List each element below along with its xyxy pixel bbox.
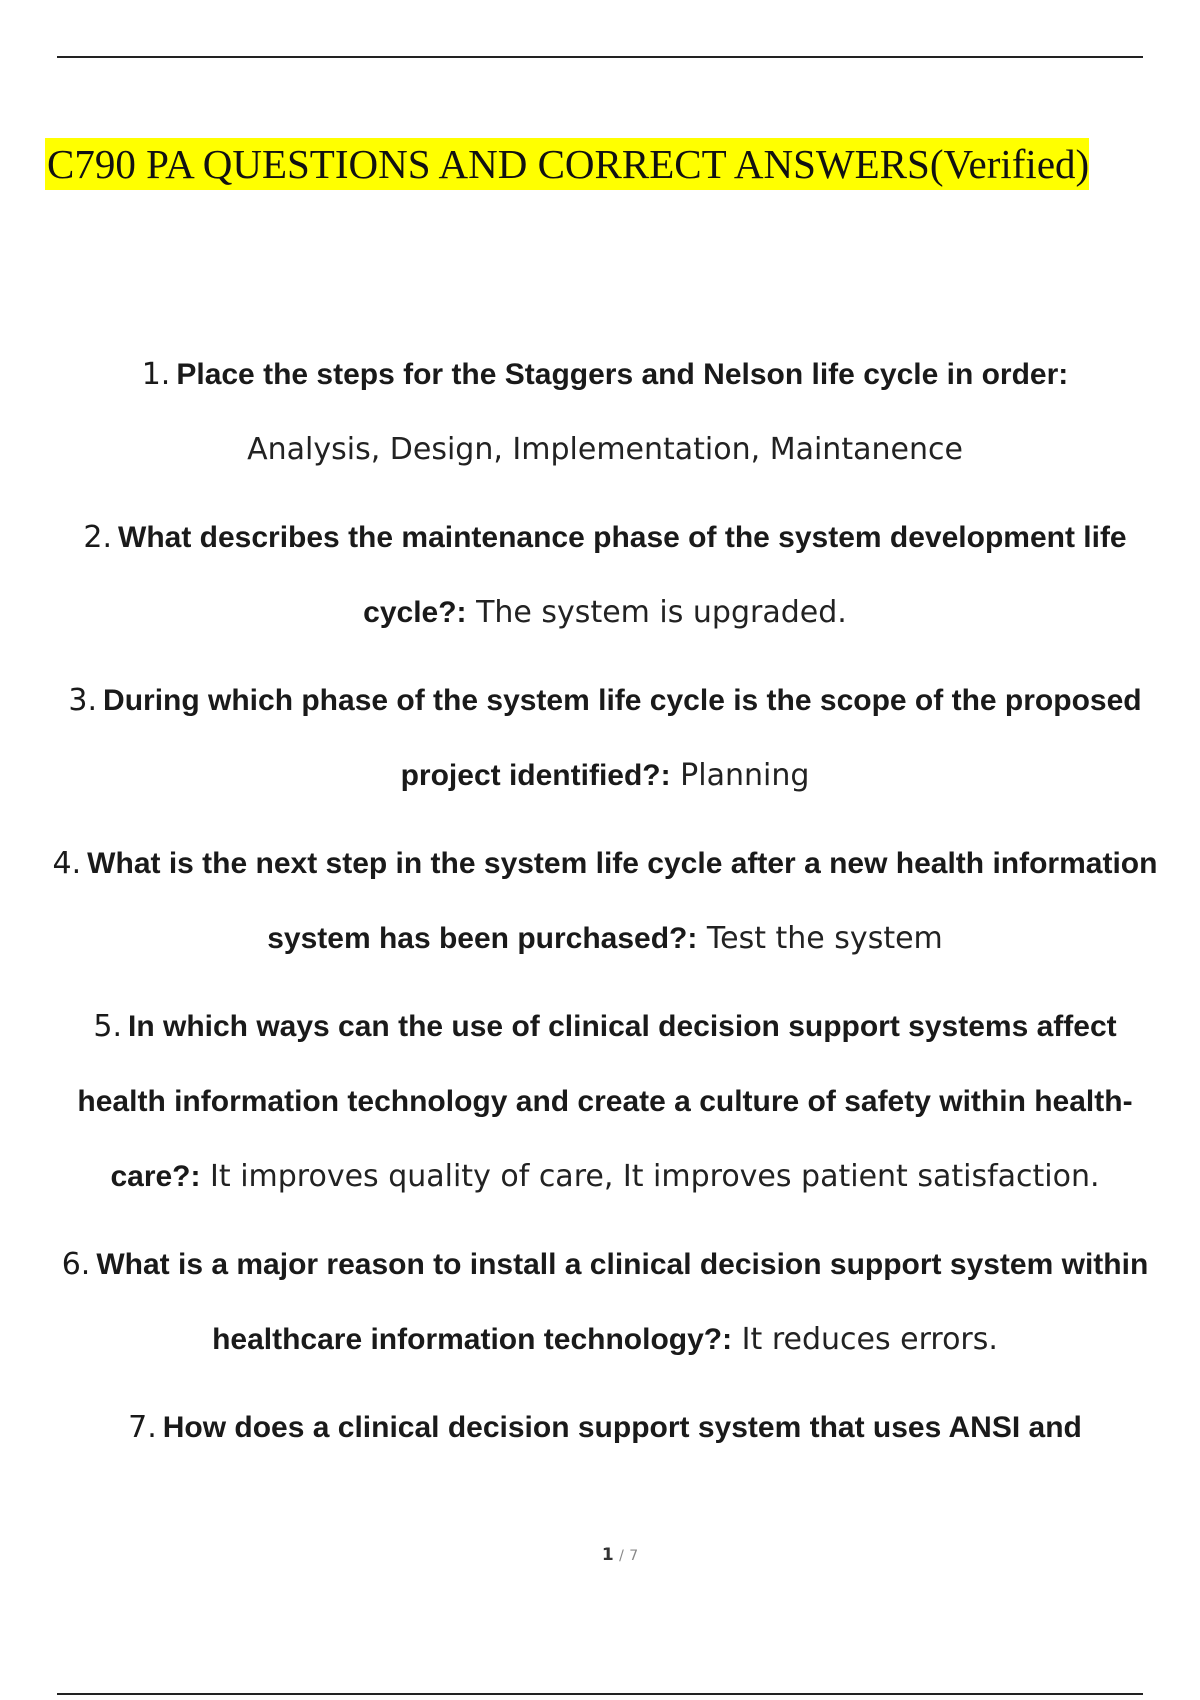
- answer-text: It reduces errors.: [741, 1322, 998, 1357]
- question-text: In which ways can the use of clinical decision support systems affect health information technology and create a culture of safety within health- care?:: [77, 1010, 1133, 1193]
- question-text: What is a major reason to install a clinical decision support system within healthcare information technology?:: [96, 1248, 1149, 1356]
- document-title: C790 PA QUESTIONS AND CORRECT ANSWERS(Verified): [45, 138, 1089, 190]
- item-number: 4.: [52, 846, 82, 881]
- item-number: 6.: [61, 1247, 91, 1282]
- page-indicator: [0, 1545, 1200, 1565]
- qa-item-5: [50, 989, 1160, 1214]
- qa-item-3: [50, 663, 1160, 813]
- question-text: What is the next step in the system life cycle after a new health information system has been purchased?:: [87, 847, 1158, 955]
- qa-item-4: [50, 826, 1160, 976]
- answer-text: It improves quality of care, It improves patient satisfaction.: [210, 1159, 1100, 1194]
- qa-item-1: [50, 337, 1160, 487]
- item-number: 2.: [83, 520, 112, 555]
- answer-text: Analysis, Design, Implementation, Maintanence: [247, 432, 963, 467]
- bottom-rule: [57, 1693, 1143, 1695]
- qa-item-6: [50, 1227, 1160, 1377]
- title-container: [45, 138, 1195, 190]
- question-text: What describes the maintenance phase of the system development life cycle?:: [118, 521, 1127, 629]
- qa-item-2: [50, 500, 1160, 650]
- item-number: 3.: [68, 683, 98, 718]
- page-separator: /: [619, 1548, 624, 1564]
- question-text: Place the steps for the Staggers and Nelson life cycle in order:: [176, 358, 1069, 391]
- page-total: 7: [629, 1548, 639, 1564]
- item-number: 1.: [141, 357, 171, 392]
- item-number: 5.: [93, 1009, 122, 1044]
- item-number: 7.: [128, 1410, 157, 1445]
- question-text: During which phase of the system life cycle is the scope of the proposed project identified?:: [103, 684, 1142, 792]
- top-rule: [57, 56, 1143, 58]
- page-current: 1: [601, 1545, 614, 1565]
- question-text: How does a clinical decision support system that uses ANSI and: [162, 1411, 1082, 1444]
- answer-text: Planning: [680, 758, 810, 793]
- question-list: [50, 337, 1160, 1478]
- answer-text: The system is upgraded.: [476, 595, 847, 630]
- qa-item-7: [50, 1390, 1160, 1465]
- answer-text: Test the system: [706, 921, 943, 956]
